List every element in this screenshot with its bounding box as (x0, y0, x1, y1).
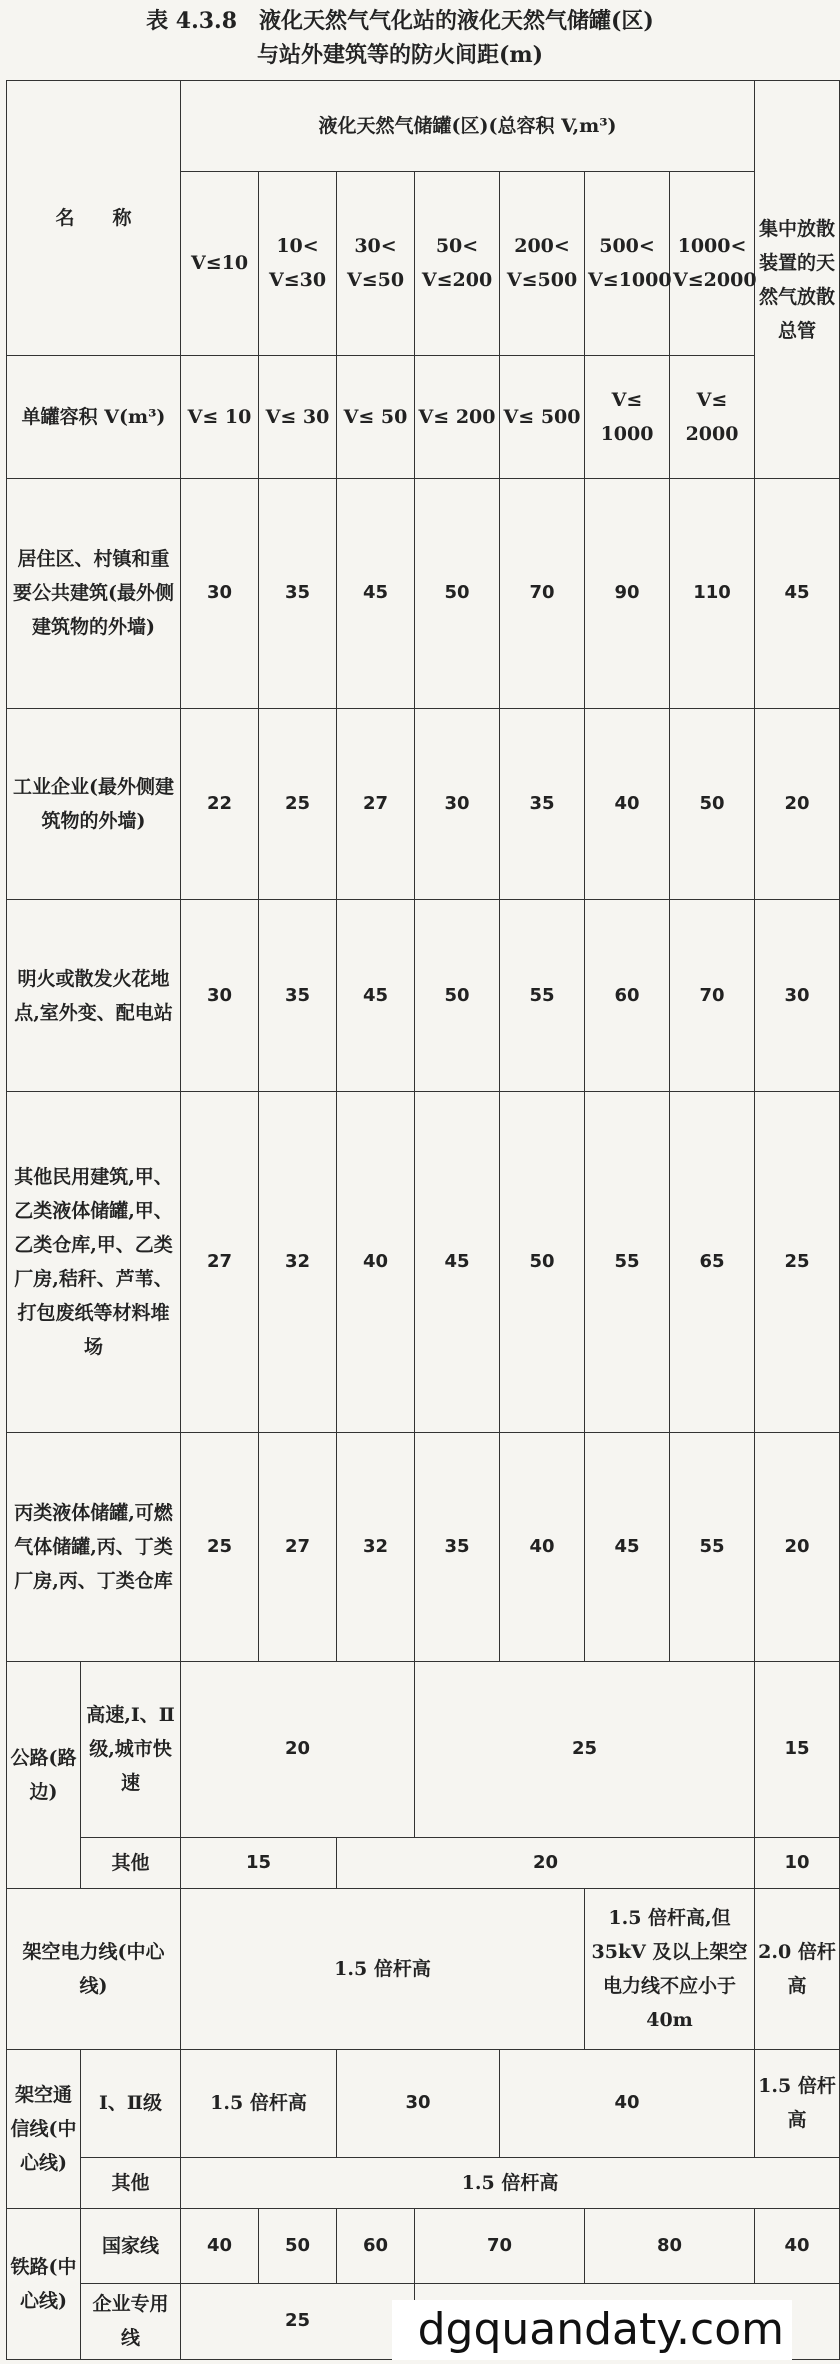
comm-other-all: 1.5 倍杆高 (181, 2157, 840, 2209)
table-row (7, 2050, 840, 2157)
row-label: 居住区、村镇和重要公共建筑(最外侧建筑物的外墙) (7, 479, 181, 708)
row-value: 55 (500, 900, 585, 1092)
row-value: 55 (670, 1433, 755, 1662)
header-name: 名 称 (7, 81, 181, 356)
single-tank-value: V≤ 30 (259, 355, 337, 479)
single-tank-value: V≤ 200 (415, 355, 500, 479)
road-highway-a: 20 (181, 1662, 415, 1837)
road-highway-b: 25 (415, 1662, 755, 1837)
rail-label: 铁路(中心线) (7, 2209, 81, 2360)
table-title-line-2: 与站外建筑等的防火间距(m) (256, 42, 544, 68)
single-tank-value: V≤ 1000 (585, 355, 670, 479)
rail-national-value: 40 (755, 2209, 840, 2283)
road-other-vent: 10 (755, 1837, 840, 1889)
single-tank-value: V≤ 10 (181, 355, 259, 479)
table-row (7, 2209, 840, 2283)
table-row (7, 2157, 840, 2209)
row-label: 工业企业(最外侧建筑物的外墙) (7, 708, 181, 900)
row-value: 27 (181, 1092, 259, 1433)
rail-enterprise-label: 企业专用线 (81, 2283, 181, 2360)
table-row (7, 1662, 840, 1837)
row-value: 27 (337, 708, 415, 900)
row-value: 40 (585, 708, 670, 900)
table-title-line-1: 表 4.3.8 液化天然气气化站的液化天然气储罐(区) (146, 8, 654, 34)
row-value: 60 (585, 900, 670, 1092)
row-value: 30 (415, 708, 500, 900)
rail-national-value: 60 (337, 2209, 415, 2283)
comm-grade-a: 1.5 倍杆高 (181, 2050, 337, 2157)
row-value: 55 (585, 1092, 670, 1433)
row-value: 45 (415, 1092, 500, 1433)
row-value: 25 (181, 1433, 259, 1662)
row-value: 65 (670, 1092, 755, 1433)
table-row (7, 1092, 840, 1433)
table-row (7, 1889, 840, 2050)
row-value: 27 (259, 1433, 337, 1662)
row-value: 25 (755, 1092, 840, 1433)
row-value: 25 (259, 708, 337, 900)
row-value: 50 (670, 708, 755, 900)
power-line-a: 1.5 倍杆高 (181, 1889, 585, 2050)
row-value: 45 (755, 479, 840, 708)
fire-distance-table (6, 80, 840, 2360)
road-highway-vent: 15 (755, 1662, 840, 1837)
single-tank-value: V≤ 50 (337, 355, 415, 479)
header-vent: 集中放散装置的天然气放散总管 (755, 81, 840, 479)
row-value: 32 (259, 1092, 337, 1433)
header-range: 30< V≤50 (337, 171, 415, 355)
table-row (7, 708, 840, 900)
row-label: 明火或散发火花地点,室外变、配电站 (7, 900, 181, 1092)
comm-grade-vent: 1.5 倍杆高 (755, 2050, 840, 2157)
header-tank-group: 液化天然气储罐(区)(总容积 V,m³) (181, 81, 755, 172)
row-value: 40 (337, 1092, 415, 1433)
row-value: 70 (500, 479, 585, 708)
rail-national-value: 70 (415, 2209, 585, 2283)
header-range: 50< V≤200 (415, 171, 500, 355)
row-value: 45 (337, 900, 415, 1092)
row-value: 22 (181, 708, 259, 900)
rail-national-value: 50 (259, 2209, 337, 2283)
single-tank-value: V≤ 2000 (670, 355, 755, 479)
row-value: 50 (415, 900, 500, 1092)
header-range: V≤10 (181, 171, 259, 355)
row-value: 35 (259, 479, 337, 708)
row-value: 110 (670, 479, 755, 708)
header-range: 1000< V≤2000 (670, 171, 755, 355)
table-row (7, 1837, 840, 1889)
row-value: 32 (337, 1433, 415, 1662)
comm-grade-c: 40 (500, 2050, 755, 2157)
table-row (7, 900, 840, 1092)
road-highway-label: 高速,Ⅰ、Ⅱ级,城市快速 (81, 1662, 181, 1837)
row-value: 30 (181, 900, 259, 1092)
single-tank-value: V≤ 500 (500, 355, 585, 479)
table-row (7, 479, 840, 708)
row-value: 50 (500, 1092, 585, 1433)
comm-line-label: 架空通信线(中心线) (7, 2050, 81, 2209)
comm-grade-label: Ⅰ、Ⅱ级 (81, 2050, 181, 2157)
header-range: 200< V≤500 (500, 171, 585, 355)
rail-national-label: 国家线 (81, 2209, 181, 2283)
table-row (7, 1433, 840, 1662)
row-label: 丙类液体储罐,可燃气体储罐,丙、丁类厂房,丙、丁类仓库 (7, 1433, 181, 1662)
power-line-vent: 2.0 倍杆高 (755, 1889, 840, 2050)
row-value: 50 (415, 479, 500, 708)
row-value: 45 (337, 479, 415, 708)
row-label: 其他民用建筑,甲、乙类液体储罐,甲、乙类仓库,甲、乙类厂房,秸秆、芦苇、打包废纸等材料堆场 (7, 1092, 181, 1433)
road-label: 公路(路边) (7, 1662, 81, 1889)
table-title (0, 0, 800, 72)
row-value: 70 (670, 900, 755, 1092)
row-value: 20 (755, 708, 840, 900)
comm-other-label: 其他 (81, 2157, 181, 2209)
road-other-a: 15 (181, 1837, 337, 1889)
power-line-label: 架空电力线(中心线) (7, 1889, 181, 2050)
power-line-b: 1.5 倍杆高,但 35kV 及以上架空电力线不应小于 40m (585, 1889, 755, 2050)
row-value: 45 (585, 1433, 670, 1662)
row-value: 30 (755, 900, 840, 1092)
rail-enterprise-a: 25 (181, 2283, 415, 2360)
header-range: 10< V≤30 (259, 171, 337, 355)
header-range: 500< V≤1000 (585, 171, 670, 355)
rail-national-value: 40 (181, 2209, 259, 2283)
comm-grade-b: 30 (337, 2050, 500, 2157)
row-value: 35 (500, 708, 585, 900)
row-value: 20 (755, 1433, 840, 1662)
road-other-b: 20 (337, 1837, 755, 1889)
single-tank-label: 单罐容积 V(m³) (7, 355, 181, 479)
road-other-label: 其他 (81, 1837, 181, 1889)
row-value: 35 (415, 1433, 500, 1662)
row-value: 35 (259, 900, 337, 1092)
watermark: dgquandaty.com (392, 2300, 792, 2360)
row-value: 40 (500, 1433, 585, 1662)
row-value: 30 (181, 479, 259, 708)
rail-national-value: 80 (585, 2209, 755, 2283)
row-value: 90 (585, 479, 670, 708)
